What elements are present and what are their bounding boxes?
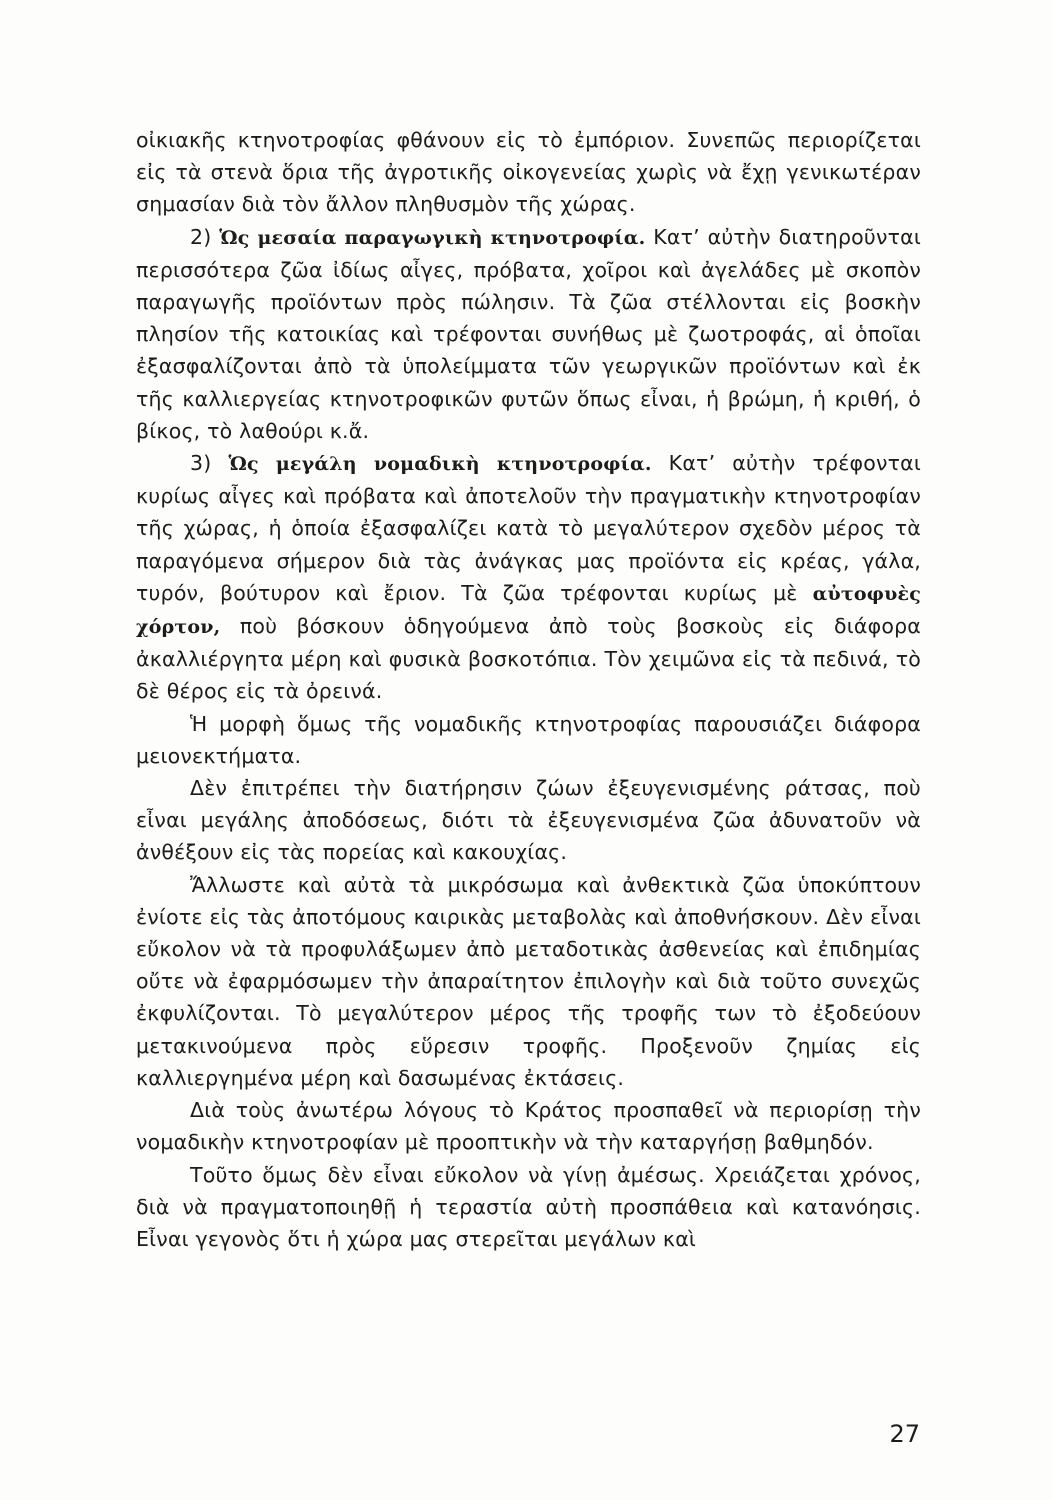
paragraph-4-text: Ἡ μορφὴ ὅμως τῆς νομαδικῆς κτηνοτροφίας παρουσιάζει διάφορα μειονεκτήματα. — [136, 711, 921, 768]
paragraph-2 — [136, 221, 921, 447]
heading-nomadic-livestock: Ὡς μεγάλη νομαδικὴ κτηνοτροφία. — [228, 453, 652, 476]
body-text — [136, 124, 921, 1255]
bold-wild-grass: αὐτοφυὲς χόρτον, — [136, 582, 921, 639]
list-number-2: 2) — [190, 224, 220, 249]
paragraph-2-text: Κατ’ αὐτὴν διατηροῦνται περισσότερα ζῶα ἰδίως αἶγες, πρόβατα, χοῖροι καὶ ἀγελάδες μὲ σκοπὸν παραγωγῆς προϊόντων πρὸς πώλησιν. Τὰ ζῶα στέλλονται εἰς βοσκὴν πλησίον τῆς κατοικίας καὶ τρέφονται συνήθως μὲ ζωοτροφάς, αἱ ὁποῖαι ἐξασφαλίζονται ἀπὸ τὰ ὑπολείμματα τῶν γεωργικῶν προϊόντων καὶ ἐκ τῆς καλλιεργείας κτηνοτροφικῶν φυτῶν ὅπως εἶναι, ἡ βρώμη, ἡ κριθή, ὁ βίκος, τὸ λαθούρι κ.ἄ. — [136, 224, 922, 443]
paragraph-5-text: Δὲν ἐπιτρέπει τὴν διατήρησιν ζώων ἐξευγενισμένης ράτσας, ποὺ εἶναι μεγάλης ἀποδόσεως, διότι τὰ ἐξευγενισμένα ζῶα ἀδυνατοῦν νὰ ἀνθέξουν εἰς τὰς πορείας καὶ κακουχίας. — [136, 776, 921, 865]
paragraph-5 — [136, 772, 921, 869]
paragraph-6 — [136, 869, 921, 1094]
paragraph-3-text-b: ποὺ βόσκουν ὁδηγούμενα ἀπὸ τοὺς βοσκοὺς εἰς διάφορα ἀκαλλιέργητα μέρη καὶ φυσικὰ βοσκοτόπια. Τὸν χειμῶνα εἰς τὰ πεδινά, τὸ δὲ θέρος εἰς τὰ ὀρεινά. — [136, 614, 921, 704]
paragraph-1 — [136, 124, 921, 221]
paragraph-7-text: Διὰ τοὺς ἀνωτέρω λόγους τὸ Κράτος προσπαθεῖ νὰ περιορίσῃ τὴν νομαδικὴν κτηνοτροφίαν μὲ προοπτικὴν νὰ τὴν καταργήσῃ βαθμηδόν. — [136, 1098, 921, 1155]
paragraph-3-text-a: Κατ’ αὐτὴν τρέφονται κυρίως αἶγες καὶ πρόβατα καὶ ἀποτελοῦν τὴν πραγματικὴν κτηνοτροφίαν τῆς χώρας, ἡ ὁποία ἐξασφαλίζει κατὰ τὸ μεγαλύτερον σχεδὸν μέρος τὰ παραγόμενα σήμερον διὰ τὰς ἀνάγκας μας προϊόντα εἰς κρέας, γάλα, τυρόν, βούτυρον καὶ ἔριον. Τὰ ζῶα τρέφονται κυρίως μὲ — [136, 451, 921, 605]
paragraph-8 — [136, 1159, 921, 1256]
paragraph-3 — [136, 447, 921, 708]
list-number-3: 3) — [190, 451, 229, 476]
heading-medium-livestock: Ὡς μεσαία παραγωγικὴ κτηνοτροφία. — [219, 226, 646, 249]
paragraph-8-text: Τοῦτο ὅμως δὲν εἶναι εὔκολον νὰ γίνῃ ἀμέσως. Χρειάζεται χρόνος, διὰ νὰ πραγματοποιηθῇ ἡ τεραστία αὐτὴ προσπάθεια καὶ κατανόησις. Εἶναι γεγονὸς ὅτι ἡ χώρα μας στερεῖται μεγάλων καὶ — [136, 1162, 921, 1251]
paragraph-1-text: οἰκιακῆς κτηνοτροφίας φθάνουν εἰς τὸ ἐμπόριον. Συνεπῶς περιορίζεται εἰς τὰ στενὰ ὅρια τῆς ἀγροτικῆς οἰκογενείας χωρὶς νὰ ἔχῃ γενικωτέραν σημασίαν διὰ τὸν ἄλλον πληθυσμὸν τῆς χώρας. — [136, 128, 921, 217]
paragraph-6-text: Ἄλλωστε καὶ αὐτὰ τὰ μικρόσωμα καὶ ἀνθεκτικὰ ζῶα ὑποκύπτουν ἐνίοτε εἰς τὰς ἀποτόμους καιρικὰς μεταβολὰς καὶ ἀποθνήσκουν. Δὲν εἶναι εὔκολον νὰ τὰ προφυλάξωμεν ἀπὸ μεταδοτικὰς ἀσθενείας καὶ ἐπιδημίας οὔτε νὰ ἐφαρμόσωμεν τὴν ἀπαραίτητον ἐπιλογὴν καὶ διὰ τοῦτο συνεχῶς ἐκφυλίζονται. Τὸ μεγαλύτερον μέρος τῆς τροφῆς των τὸ ἐξοδεύουν μετακινούμενα πρὸς εὕρεσιν τροφῆς. Προξενοῦν ζημίας εἰς καλλιεργημένα μέρη καὶ δασωμένας ἐκτάσεις. — [136, 872, 921, 1090]
page-number: 27 — [889, 1420, 920, 1448]
paragraph-4 — [136, 708, 921, 772]
paragraph-7 — [136, 1094, 921, 1158]
